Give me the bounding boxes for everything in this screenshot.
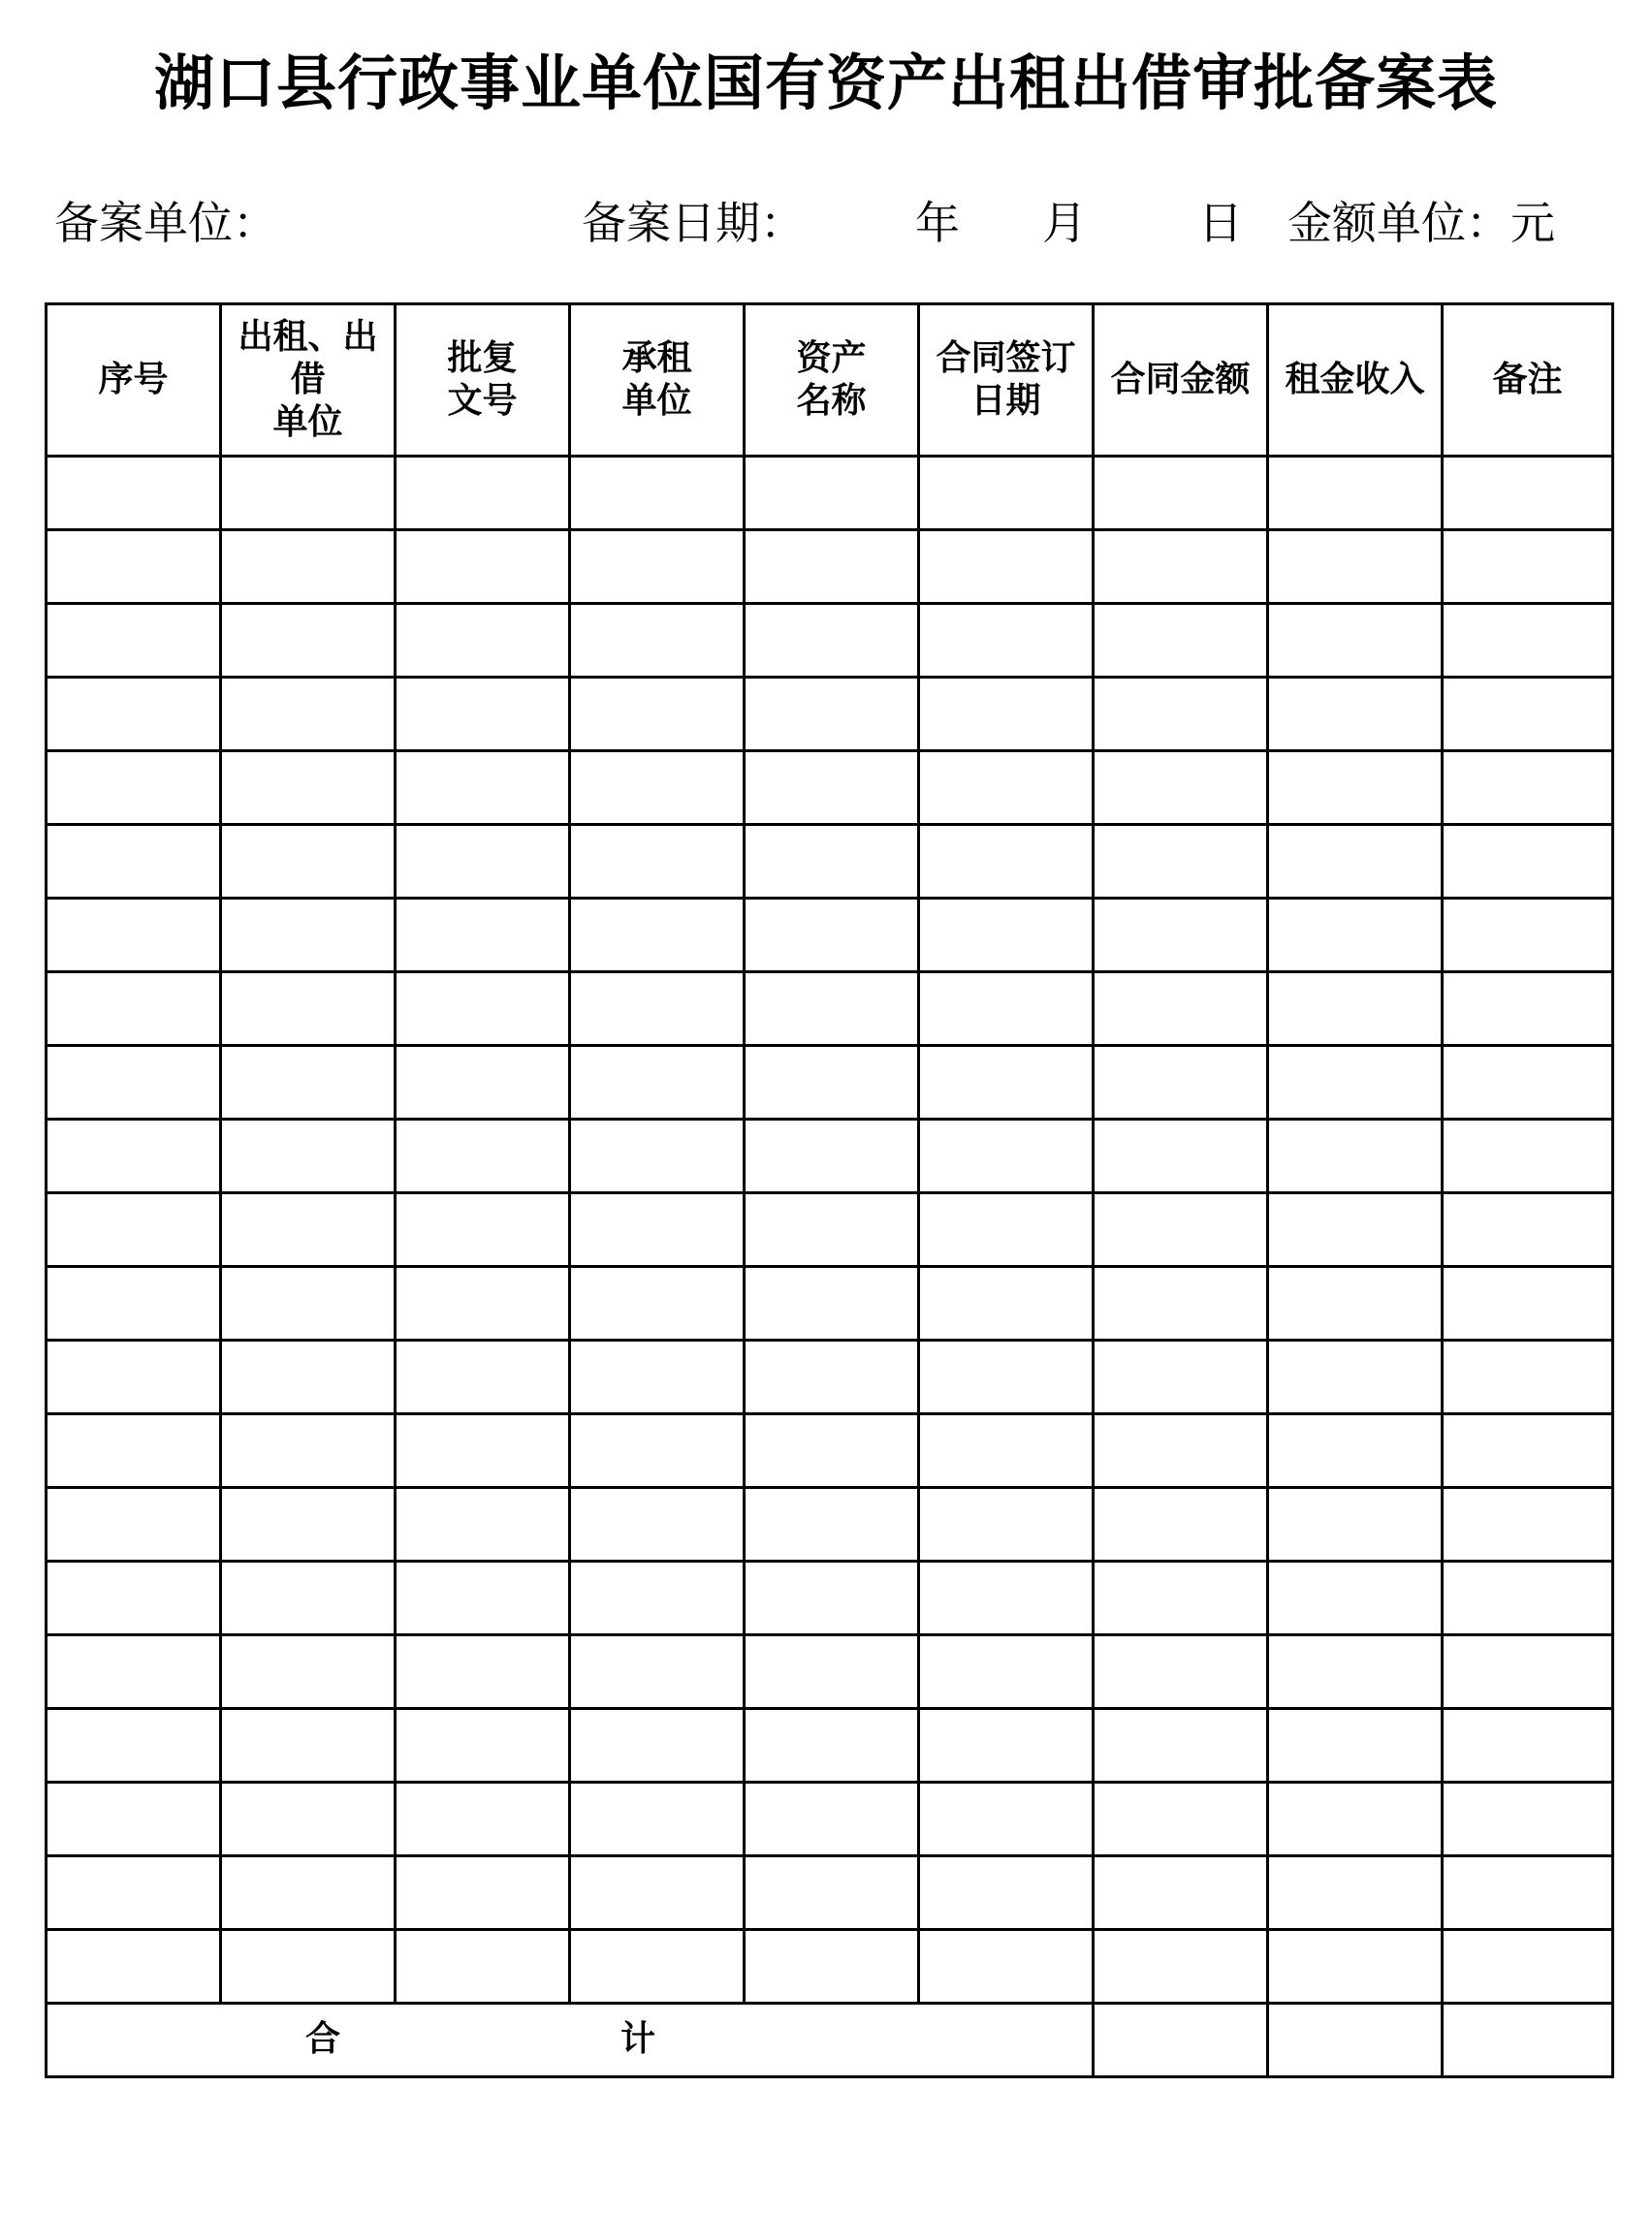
table-cell[interactable] — [1094, 457, 1268, 530]
table-cell[interactable] — [1443, 1414, 1613, 1488]
table-cell[interactable] — [570, 1267, 745, 1341]
table-cell[interactable] — [919, 1709, 1094, 1783]
table-cell[interactable] — [47, 1635, 221, 1709]
table-cell[interactable] — [47, 1930, 221, 2004]
table-cell[interactable] — [1094, 530, 1268, 604]
table-cell[interactable] — [1268, 1341, 1443, 1414]
col-header-contract-amount — [1094, 304, 1268, 457]
table-cell[interactable] — [221, 1193, 396, 1267]
table-cell[interactable] — [396, 1341, 570, 1414]
table-cell[interactable] — [47, 1341, 221, 1414]
table-row — [47, 678, 1613, 751]
table-cell[interactable] — [1268, 530, 1443, 604]
table-cell[interactable] — [1268, 751, 1443, 825]
table-cell[interactable] — [570, 1414, 745, 1488]
table-cell[interactable] — [47, 899, 221, 972]
table-cell[interactable] — [1094, 1488, 1268, 1562]
table-cell[interactable] — [1094, 1341, 1268, 1414]
table-cell[interactable] — [1268, 972, 1443, 1046]
table-cell[interactable] — [919, 678, 1094, 751]
table-row — [47, 1120, 1613, 1193]
table-cell[interactable] — [1268, 678, 1443, 751]
table-cell[interactable] — [745, 1193, 919, 1267]
table-cell[interactable] — [1443, 1856, 1613, 1930]
table-cell[interactable] — [396, 678, 570, 751]
col-header-lessor-unit — [221, 304, 396, 457]
table-cell[interactable] — [570, 1783, 745, 1856]
table-cell[interactable] — [919, 1930, 1094, 2004]
table-cell[interactable] — [745, 1046, 919, 1120]
table-cell[interactable] — [919, 899, 1094, 972]
table-cell[interactable] — [745, 1635, 919, 1709]
filing-date-month: 月 — [1042, 197, 1087, 249]
table-cell[interactable] — [919, 1856, 1094, 1930]
table-cell[interactable] — [1443, 1488, 1613, 1562]
table-cell[interactable] — [47, 604, 221, 678]
table-cell[interactable] — [47, 530, 221, 604]
table-cell[interactable] — [396, 1120, 570, 1193]
table-cell[interactable] — [1094, 1783, 1268, 1856]
header-text-line: 文号 — [447, 381, 518, 421]
col-header-rental-income — [1268, 304, 1443, 457]
header-text-line: 出租、出 — [238, 317, 378, 357]
table-cell[interactable] — [570, 1562, 745, 1635]
table-cell[interactable] — [396, 751, 570, 825]
table-cell[interactable] — [396, 1267, 570, 1341]
table-cell[interactable] — [221, 1635, 396, 1709]
table-cell[interactable] — [47, 1562, 221, 1635]
table-cell[interactable] — [745, 457, 919, 530]
table-cell[interactable] — [1443, 1193, 1613, 1267]
header-text-line: 借 — [290, 360, 326, 399]
table-cell[interactable] — [47, 1488, 221, 1562]
table-cell[interactable] — [221, 457, 396, 530]
table-cell[interactable] — [396, 1488, 570, 1562]
table-cell[interactable] — [1268, 899, 1443, 972]
filing-date-label: 备案日期： — [582, 197, 805, 249]
col-header-asset-name — [745, 304, 919, 457]
table-cell[interactable] — [1094, 1267, 1268, 1341]
table-cell[interactable] — [221, 1562, 396, 1635]
table-cell[interactable] — [396, 1414, 570, 1488]
table-cell[interactable] — [570, 1856, 745, 1930]
table-cell[interactable] — [1094, 825, 1268, 899]
table-cell[interactable] — [1443, 1709, 1613, 1783]
table-row — [47, 972, 1613, 1046]
table-row — [47, 530, 1613, 604]
table-cell[interactable] — [745, 604, 919, 678]
table-cell[interactable] — [1094, 1930, 1268, 2004]
table-cell[interactable] — [221, 1046, 396, 1120]
table-cell[interactable] — [1443, 1046, 1613, 1120]
table-cell[interactable] — [570, 1046, 745, 1120]
table-row — [47, 604, 1613, 678]
table-cell[interactable] — [745, 1562, 919, 1635]
table-cell[interactable] — [396, 1562, 570, 1635]
table-cell[interactable] — [1443, 604, 1613, 678]
table-cell[interactable] — [47, 751, 221, 825]
table-cell[interactable] — [1443, 1341, 1613, 1414]
table-cell[interactable] — [221, 1267, 396, 1341]
table-cell[interactable] — [1094, 1856, 1268, 1930]
table-cell[interactable] — [396, 1635, 570, 1709]
table-cell[interactable] — [570, 604, 745, 678]
table-cell[interactable] — [1268, 1783, 1443, 1856]
table-cell[interactable] — [396, 604, 570, 678]
table-cell[interactable] — [47, 825, 221, 899]
header-text-line: 日期 — [970, 381, 1041, 421]
table-cell[interactable] — [570, 1341, 745, 1414]
header-text-line: 承租 — [621, 338, 692, 378]
table-cell[interactable] — [221, 1488, 396, 1562]
table-cell[interactable] — [1094, 972, 1268, 1046]
table-cell[interactable] — [221, 1856, 396, 1930]
total-label-ji: 计 — [620, 2019, 656, 2059]
table-cell[interactable] — [47, 457, 221, 530]
table-cell[interactable] — [919, 1120, 1094, 1193]
amount-unit-label: 金额单位：元 — [1287, 197, 1555, 249]
col-header-lessee-unit — [570, 304, 745, 457]
header-text-line: 资产 — [796, 338, 867, 378]
table-cell[interactable] — [570, 1635, 745, 1709]
table-cell[interactable] — [47, 972, 221, 1046]
table-cell[interactable] — [570, 457, 745, 530]
table-cell[interactable] — [745, 1267, 919, 1341]
table-cell[interactable] — [1443, 1635, 1613, 1709]
table-cell[interactable] — [570, 751, 745, 825]
table-cell[interactable] — [919, 1267, 1094, 1341]
table-cell[interactable] — [1268, 604, 1443, 678]
table-cell[interactable] — [1094, 899, 1268, 972]
table-cell[interactable] — [221, 1783, 396, 1856]
filing-table-container — [45, 302, 1611, 2078]
table-cell[interactable] — [745, 1930, 919, 2004]
filing-date-day: 日 — [1198, 197, 1243, 249]
table-cell[interactable] — [1268, 1046, 1443, 1120]
table-cell[interactable] — [1268, 1488, 1443, 1562]
table-row — [47, 751, 1613, 825]
table-cell[interactable] — [745, 1341, 919, 1414]
total-remarks-cell[interactable] — [1443, 2004, 1613, 2077]
col-header-approval-doc-number — [396, 304, 570, 457]
table-cell[interactable] — [396, 1930, 570, 2004]
filing-table — [45, 302, 1614, 2078]
table-cell[interactable] — [919, 1562, 1094, 1635]
header-text-line: 单位 — [621, 381, 692, 421]
header-text-line: 批复 — [447, 338, 518, 378]
table-cell[interactable] — [745, 530, 919, 604]
table-cell[interactable] — [745, 678, 919, 751]
table-cell[interactable] — [1268, 1414, 1443, 1488]
table-cell[interactable] — [221, 899, 396, 972]
table-cell[interactable] — [396, 530, 570, 604]
table-cell[interactable] — [1094, 751, 1268, 825]
table-cell[interactable] — [1094, 604, 1268, 678]
total-label-cell — [47, 2004, 1094, 2077]
table-cell[interactable] — [1443, 678, 1613, 751]
table-cell[interactable] — [745, 972, 919, 1046]
table-cell[interactable] — [1443, 1783, 1613, 1856]
table-cell[interactable] — [396, 457, 570, 530]
table-row — [47, 1709, 1613, 1783]
total-row — [47, 2004, 1613, 2077]
total-contract-amount-cell[interactable] — [1094, 2004, 1268, 2077]
total-label — [48, 2005, 1092, 2075]
table-cell[interactable] — [1443, 751, 1613, 825]
table-cell[interactable] — [745, 825, 919, 899]
table-cell[interactable] — [1268, 1930, 1443, 2004]
table-row — [47, 1267, 1613, 1341]
table-cell[interactable] — [919, 1635, 1094, 1709]
header-text-line: 合同签订 — [936, 338, 1076, 378]
table-cell[interactable] — [745, 1783, 919, 1856]
table-cell[interactable] — [221, 530, 396, 604]
header-text-line: 名称 — [796, 381, 867, 421]
table-cell[interactable] — [221, 1709, 396, 1783]
table-cell[interactable] — [1443, 1267, 1613, 1341]
col-header-serial-number — [47, 304, 221, 457]
table-cell[interactable] — [1094, 678, 1268, 751]
table-cell[interactable] — [570, 1120, 745, 1193]
table-cell[interactable] — [919, 825, 1094, 899]
table-cell[interactable] — [47, 1783, 221, 1856]
table-cell[interactable] — [1094, 1562, 1268, 1635]
table-cell[interactable] — [47, 1267, 221, 1341]
table-cell[interactable] — [1443, 1930, 1613, 2004]
header-text-line: 合同金额 — [1110, 360, 1251, 399]
table-cell[interactable] — [1268, 457, 1443, 530]
table-cell[interactable] — [919, 1341, 1094, 1414]
table-row — [47, 1930, 1613, 2004]
table-cell[interactable] — [570, 678, 745, 751]
table-header-row — [47, 304, 1613, 457]
table-cell[interactable] — [221, 1414, 396, 1488]
header-text-line: 租金收入 — [1285, 360, 1425, 399]
table-cell[interactable] — [570, 972, 745, 1046]
table-row — [47, 825, 1613, 899]
table-cell[interactable] — [1094, 1709, 1268, 1783]
table-row — [47, 1488, 1613, 1562]
table-cell[interactable] — [47, 1120, 221, 1193]
table-cell[interactable] — [1443, 1562, 1613, 1635]
table-row — [47, 1856, 1613, 1930]
table-cell[interactable] — [47, 1709, 221, 1783]
table-cell[interactable] — [919, 1193, 1094, 1267]
table-cell[interactable] — [1268, 1562, 1443, 1635]
table-cell[interactable] — [1094, 1046, 1268, 1120]
table-cell[interactable] — [570, 1709, 745, 1783]
filing-date-year: 年 — [915, 197, 960, 249]
table-cell[interactable] — [221, 1120, 396, 1193]
table-cell[interactable] — [221, 825, 396, 899]
total-label-he: 合 — [305, 2019, 341, 2059]
filing-unit-label: 备案单位： — [54, 197, 277, 249]
table-cell[interactable] — [47, 1046, 221, 1120]
table-cell[interactable] — [1268, 1267, 1443, 1341]
table-cell[interactable] — [1268, 1193, 1443, 1267]
header-text-line: 备注 — [1492, 360, 1563, 399]
table-cell[interactable] — [221, 678, 396, 751]
table-cell[interactable] — [221, 1930, 396, 2004]
table-cell[interactable] — [1094, 1193, 1268, 1267]
table-row — [47, 1783, 1613, 1856]
table-cell[interactable] — [396, 1709, 570, 1783]
table-cell[interactable] — [745, 1488, 919, 1562]
total-rental-income-cell[interactable] — [1268, 2004, 1443, 2077]
table-cell[interactable] — [919, 530, 1094, 604]
table-cell[interactable] — [919, 1488, 1094, 1562]
table-cell[interactable] — [1094, 1414, 1268, 1488]
table-cell[interactable] — [1268, 825, 1443, 899]
table-cell[interactable] — [919, 751, 1094, 825]
table-cell[interactable] — [396, 1783, 570, 1856]
table-cell[interactable] — [1443, 530, 1613, 604]
table-cell[interactable] — [745, 1414, 919, 1488]
table-cell[interactable] — [47, 1856, 221, 1930]
header-text-line: 单位 — [272, 402, 343, 442]
table-cell[interactable] — [1268, 1120, 1443, 1193]
table-row — [47, 899, 1613, 972]
table-cell[interactable] — [745, 751, 919, 825]
table-cell[interactable] — [1443, 1120, 1613, 1193]
table-cell[interactable] — [570, 1488, 745, 1562]
table-cell[interactable] — [1094, 1120, 1268, 1193]
form-title: 湖口县行政事业单位国有资产出租出借审批备案表 — [153, 47, 1498, 118]
table-cell[interactable] — [47, 678, 221, 751]
table-cell[interactable] — [919, 1414, 1094, 1488]
table-cell[interactable] — [570, 1930, 745, 2004]
table-cell[interactable] — [1443, 457, 1613, 530]
table-row — [47, 1046, 1613, 1120]
table-cell[interactable] — [1268, 1856, 1443, 1930]
table-cell[interactable] — [221, 1341, 396, 1414]
table-cell[interactable] — [1268, 1635, 1443, 1709]
table-cell[interactable] — [919, 1783, 1094, 1856]
table-cell[interactable] — [745, 1856, 919, 1930]
table-cell[interactable] — [570, 825, 745, 899]
table-cell[interactable] — [221, 751, 396, 825]
table-row — [47, 1562, 1613, 1635]
table-cell[interactable] — [396, 1193, 570, 1267]
table-cell[interactable] — [396, 1046, 570, 1120]
table-cell[interactable] — [396, 972, 570, 1046]
table-cell[interactable] — [221, 604, 396, 678]
table-cell[interactable] — [1443, 899, 1613, 972]
table-cell[interactable] — [570, 899, 745, 972]
table-row — [47, 1341, 1613, 1414]
table-cell[interactable] — [1443, 972, 1613, 1046]
table-cell[interactable] — [570, 1193, 745, 1267]
table-cell[interactable] — [47, 1414, 221, 1488]
table-cell[interactable] — [1094, 1635, 1268, 1709]
table-row — [47, 1414, 1613, 1488]
table-cell[interactable] — [1268, 1709, 1443, 1783]
col-header-remarks — [1443, 304, 1613, 457]
table-cell[interactable] — [745, 1709, 919, 1783]
header-text-line: 序号 — [98, 360, 169, 399]
table-cell[interactable] — [919, 972, 1094, 1046]
col-header-contract-signing-date — [919, 304, 1094, 457]
table-cell[interactable] — [745, 899, 919, 972]
table-cell[interactable] — [919, 457, 1094, 530]
table-cell[interactable] — [1443, 825, 1613, 899]
table-row — [47, 1193, 1613, 1267]
table-cell[interactable] — [919, 1046, 1094, 1120]
table-cell[interactable] — [570, 530, 745, 604]
table-cell[interactable] — [396, 899, 570, 972]
table-cell[interactable] — [221, 972, 396, 1046]
table-cell[interactable] — [47, 1193, 221, 1267]
table-row — [47, 1635, 1613, 1709]
table-row — [47, 457, 1613, 530]
table-cell[interactable] — [745, 1120, 919, 1193]
table-cell[interactable] — [919, 604, 1094, 678]
table-cell[interactable] — [396, 1856, 570, 1930]
table-cell[interactable] — [396, 825, 570, 899]
